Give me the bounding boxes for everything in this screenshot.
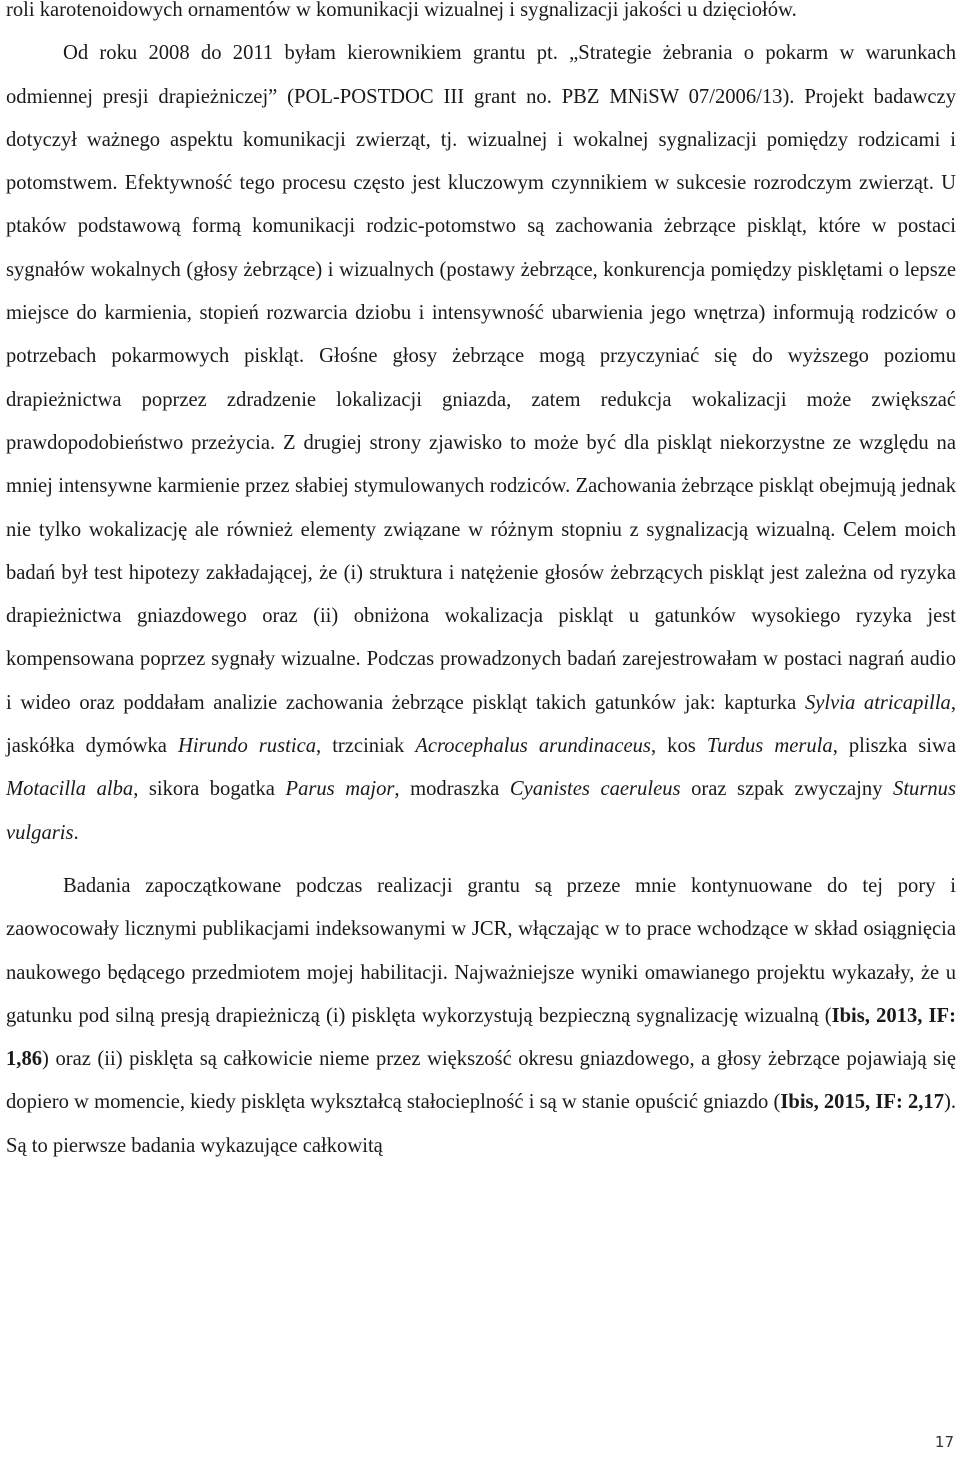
paragraph-2-text: , modraszka — [394, 778, 510, 801]
species-name: Cyanistes caeruleus — [509, 778, 681, 801]
paragraph-3-text: ). Są to pierwsze badania wykazujące całkowitą — [6, 1091, 957, 1157]
paragraph-2-intro: Od roku 2008 do 2011 byłam kierownikiem grantu pt. „Strategie żebrania o pokarm w warunkach odmiennej presji drapieżniczej” (POL-POSTDOC III grant no. PBZ MNiSW 07/2006/13). Projekt badawczy dotyczył ważnego aspektu komunikacji zwierząt, tj. wizualnej i wokalnej sygnalizacji pomiędzy rodzicami i potomstwem. Efektywność tego procesu często jest kluczowym czynnikiem w sukcesie rozrodczym zwierząt. U ptaków podstawową formą komunikacji rodzic-potomstwo są zachowania żebrzące piskląt, które w postaci sygnałów wokalnych (głosy żebrzące) i wizualnych (postawy żebrzące, konkurencja pomiędzy pisklętami o lepsze miejsce do karmienia, stopień rozwarcia dziobu i intensywność ubarwienia jego wnętrza) informują rodziców o potrzebach pokarmowych piskląt. Głośne głosy żebrzące mogą przyczyniać się do wyższego poziomu drapieżnictwa poprzez zdradzenie lokalizacji gniazda, zatem redukcja wokalizacji może zwiększać prawdopodobieństwo przeżycia. Z drugiej strony zjawisko to może być dla piskląt niekorzystne ze względu na mniej intensywne karmienie przez słabiej stymulowanych rodziców. Zachowania żebrzące piskląt obejmują jednak nie tylko wokalizację ale również elementy związane w różnym stopniu z sygnalizacją wizualną. Celem moich badań był test hipotezy zakładającej, że (i) struktura i natężenie głosów żebrzących piskląt jest zależna od ryzyka drapieżnictwa gniazdowego oraz (ii) obniżona wokalizacja piskląt u gatunków wysokiego ryzyka jest kompensowana poprzez sygnały wizualne. Podczas prowadzonych badań zarejestrowałam w postaci nagrań audio i wideo oraz poddałam analizie zachowania żebrzące piskląt takich gatunków jak: kapturka — [6, 42, 956, 714]
paragraph-2-text: , sikora bogatka — [133, 778, 286, 801]
document-page — [6, 0, 956, 1168]
paragraph-2-text: . — [73, 821, 79, 844]
paragraph-2-text: , pliszka siwa — [832, 735, 957, 758]
species-name: Parus major — [285, 778, 395, 801]
species-name: Motacilla alba — [6, 778, 134, 801]
species-name: Hirundo rustica — [177, 735, 317, 758]
paragraph-2-text: , jaskółka dymówka — [6, 691, 956, 758]
paragraph-2-text: , trzciniak — [316, 735, 416, 758]
species-name: Acrocephalus arundinaceus — [415, 735, 651, 758]
page-number: 17 — [934, 1433, 954, 1451]
paragraph-continuation — [6, 0, 956, 32]
species-name: Turdus merula — [706, 735, 833, 758]
paragraph-research-results — [6, 865, 956, 1168]
paragraph-3-intro: Badania zapoczątkowane podczas realizacji grantu są przeze mnie kontynuowane do tej pory i zaowocowały licznymi publikacjami indeksowanymi w JCR, włączając w to prace wchodzące w skład osiągnięcia naukowego będącego przedmiotem mojej habilitacji. Najważniejsze wyniki omawianego projektu wykazały, że u gatunku pod silną presją drapieżniczą (i) pisklęta wykorzystują bezpieczną sygnalizację wizualną ( — [6, 874, 956, 1027]
species-name: Sturnus vulgaris — [6, 778, 956, 844]
paragraph-3-text: ) oraz (ii) pisklęta są całkowicie nieme przez większość okresu gniazdowego, a głosy żebrzące pojawiają się dopiero w momencie, kiedy pisklęta wykształcą stałocieplność i są w stanie opuścić gniazdo ( — [6, 1048, 956, 1114]
paragraph-2-text: , kos — [650, 735, 707, 758]
paragraph-1-text: roli karotenoidowych ornamentów w komunikacji wizualnej i sygnalizacji jakości u dzięciołów. — [6, 0, 797, 21]
citation-ibis-2015: Ibis, 2015, IF: 2,17 — [780, 1091, 944, 1114]
species-name: Sylvia atricapilla — [804, 691, 951, 714]
paragraph-grant-project — [6, 32, 956, 855]
citation-ibis-2013: Ibis, 2013, IF: 1,86 — [6, 1004, 956, 1071]
paragraph-2-text: oraz szpak zwyczajny — [680, 778, 894, 801]
